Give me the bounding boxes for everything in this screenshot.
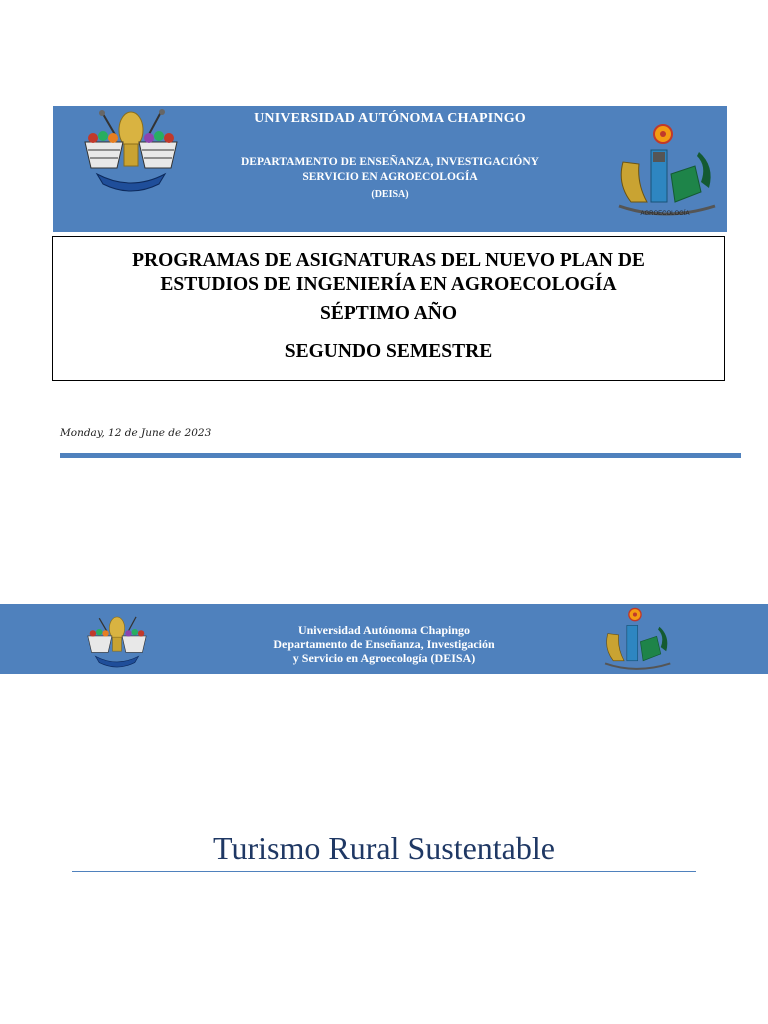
program-title-line-2: ESTUDIOS DE INGENIERÍA EN AGROECOLOGÍA bbox=[160, 274, 617, 295]
date-divider bbox=[60, 453, 741, 458]
university-name: UNIVERSIDAD AUTÓNOMA CHAPINGO bbox=[254, 111, 526, 126]
subject-title: Turismo Rural Sustentable bbox=[213, 830, 555, 866]
department-acronym: (DEISA) bbox=[371, 189, 409, 200]
department-line-1: DEPARTAMENTO DE ENSEÑANZA, INVESTIGACIÓNY bbox=[240, 156, 539, 168]
subject-title-underline bbox=[72, 871, 696, 872]
program-title-box bbox=[52, 236, 725, 381]
semester-label: SEGUNDO SEMESTRE bbox=[284, 341, 493, 362]
page-header-banner bbox=[0, 604, 768, 674]
document-date: Monday, 12 de June de 2023 bbox=[60, 427, 212, 439]
program-title-line-1: PROGRAMAS DE ASIGNATURAS DEL NUEVO PLAN DE bbox=[132, 250, 645, 271]
agroecologia-logo-icon bbox=[613, 122, 719, 218]
logo-label: AGROECOLOGÍA bbox=[640, 211, 690, 217]
page-header-line-2: Departamento de Enseñanza, Investigación bbox=[273, 637, 495, 651]
year-label: SÉPTIMO AÑO bbox=[319, 303, 458, 324]
agroecologia-logo-icon bbox=[601, 606, 673, 672]
page-header-line-3: y Servicio en Agroecología (DEISA) bbox=[292, 651, 476, 665]
program-title bbox=[53, 249, 724, 297]
header-banner bbox=[53, 106, 727, 232]
page-header-line-1: Universidad Autónoma Chapingo bbox=[297, 623, 471, 637]
department-line-2: SERVICIO EN AGROECOLOGÍA bbox=[302, 171, 478, 183]
